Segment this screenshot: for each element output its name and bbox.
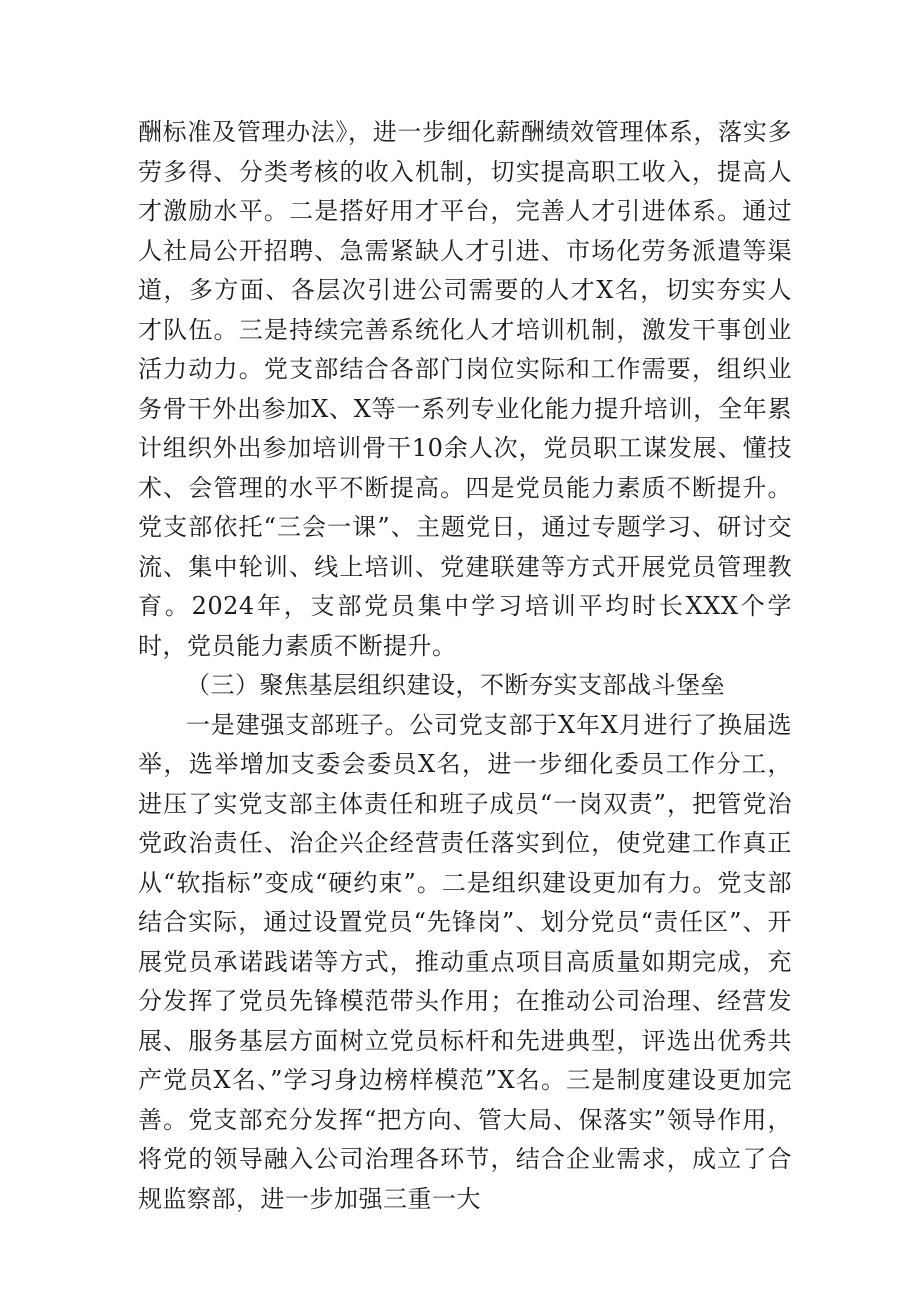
document-body: [138, 113, 792, 1219]
paragraph-talent: 酬标准及管理办法》，进一步细化薪酬绩效管理体系，落实多劳多得、分类考核的收入机制，切实提高职工收入，提高人才激励水平。二是搭好用才平台，完善人才引进体系。通过人社局公开招聘、急需紧缺人才引进、市场化劳务派遣等渠道，多方面、各层次引进公司需要的人才X名，切实夯实人才队伍。三是持续完善系统化人才培训机制，激发干事创业活力动力。党支部结合各部门岗位实际和工作需要，组织业务骨干外出参加X、X等一系列专业化能力提升培训，全年累计组织外出参加培训骨干10余人次，党员职工谋发展、懂技术、会管理的水平不断提高。四是党员能力素质不断提升。党支部依托“三会一课”、主题党日，通过专题学习、研讨交流、集中轮训、线上培训、党建联建等方式开展党员管理教育。2024年，支部党员集中学习培训平均时长XXX个学时，党员能力素质不断提升。: [138, 118, 792, 660]
section-heading: （三）聚焦基层组织建设，不断夯实支部战斗堡垒: [186, 671, 725, 699]
paragraph-organization: 一是建强支部班子。公司党支部于X年X月进行了换届选举，选举增加支委会委员X名，进一步细化委员工作分工，进压了实党支部主体责任和班子成员“一岗双责”，把管党治党政治责任、治企兴企经营责任落实到位，使党建工作真正从“软指标”变成“硬约束”。二是组织建设更加有力。党支部结合实际，通过设置党员“先锋岗”、划分党员“责任区”、开展党员承诺践诺等方式，推动重点项目高质量如期完成，充分发挥了党员先锋模范带头作用；在推动公司治理、经营发展、服务基层方面树立党员标杆和先进典型，评选出优秀共产党员X名、”学习身边榜样模范”X名。三是制度建设更加完善。党支部充分发挥“把方向、管大局、保落实”领导作用，将党的领导融入公司治理各环节，结合企业需求，成立了合规监察部，进一步加强三重一大: [138, 710, 792, 1213]
